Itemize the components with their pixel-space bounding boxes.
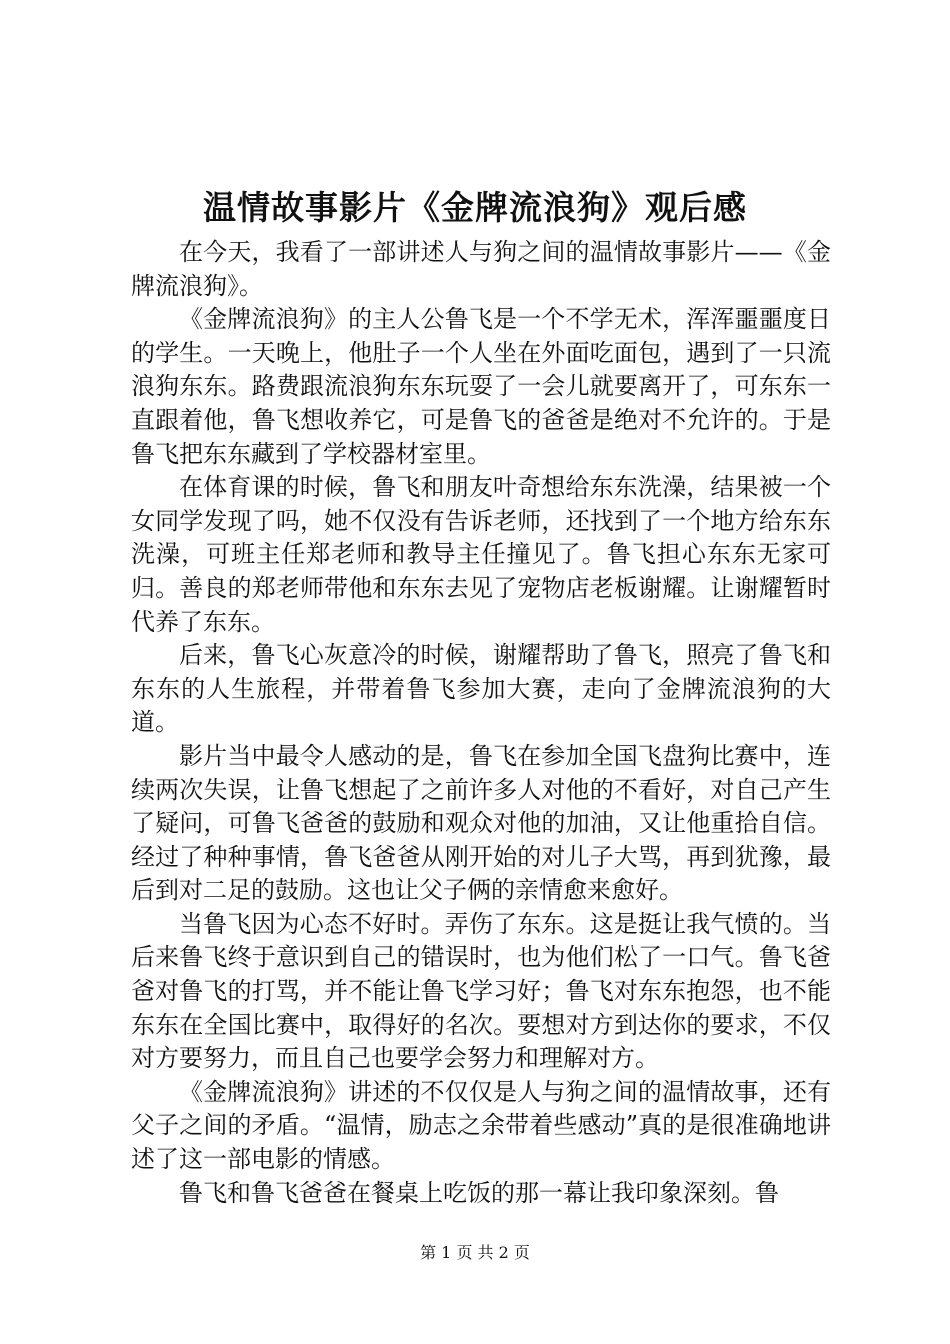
paragraph: 《金牌流浪狗》讲述的不仅仅是人与狗之间的温情故事，还有父子之间的矛盾。“温情，励志之余带着些感动”真的是很准确地讲述了这一部电影的情感。 <box>131 1077 831 1174</box>
paragraph: 影片当中最令人感动的是，鲁飞在参加全国飞盘狗比赛中，连续两次失误，让鲁飞想起了之前许多人对他的不看好，对自己产生了疑问，可鲁飞爸爸的鼓励和观众对他的加油，又让他重拾自信。经过了种种事情，鲁飞爸爸从刚开始的对儿子大骂，再到犹豫，最后到对二足的鼓励。这也让父子俩的亲情愈来愈好。 <box>131 741 831 905</box>
paragraph: 在体育课的时候，鲁飞和朋友叶奇想给东东洗澡，结果被一个女同学发现了吗，她不仅没有告诉老师，还找到了一个地方给东东洗澡，可班主任郑老师和教导主任撞见了。鲁飞担心东东无家可归。善良的郑老师带他和东东去见了宠物店老板谢耀。让谢耀暂时代养了东东。 <box>131 473 831 636</box>
paragraph: 鲁飞和鲁飞爸爸在餐桌上吃饭的那一幕让我印象深刻。鲁 <box>179 1178 779 1207</box>
document-body <box>131 236 831 1210</box>
paragraph: 《金牌流浪狗》的主人公鲁飞是一个不学无术，浑浑噩噩度日的学生。一天晚上，他肚子一个人坐在外面吃面包，遇到了一只流浪狗东东。路费跟流浪狗东东玩耍了一会儿就要离开了，可东东一直跟着他，鲁飞想收养它，可是鲁飞的爸爸是绝对不允许的。于是鲁飞把东东藏到了学校器材室里。 <box>131 305 831 468</box>
paragraph: 当鲁飞因为心态不好时。弄伤了东东。这是挺让我气愤的。当后来鲁飞终于意识到自己的错误时，也为他们松了一口气。鲁飞爸爸对鲁飞的打骂，并不能让鲁飞学习好；鲁飞对东东抱怨，也不能东东在全国比赛中，取得好的名次。要想对方到达你的要求，不仅对方要努力，而且自己也要学会努力和理解对方。 <box>131 909 831 1073</box>
paragraph: 在今天，我看了一部讲述人与狗之间的温情故事影片——《金牌流浪狗》。 <box>131 238 831 300</box>
document-title: 温情故事影片《金牌流浪狗》观后感 <box>203 188 747 227</box>
paragraph: 后来，鲁飞心灰意冷的时候，谢耀帮助了鲁飞，照亮了鲁飞和东东的人生旅程，并带着鲁飞参加大赛，走向了金牌流浪狗的大道。 <box>131 641 831 737</box>
page-number-footer: 第 1 页 共 2 页 <box>420 1243 530 1262</box>
